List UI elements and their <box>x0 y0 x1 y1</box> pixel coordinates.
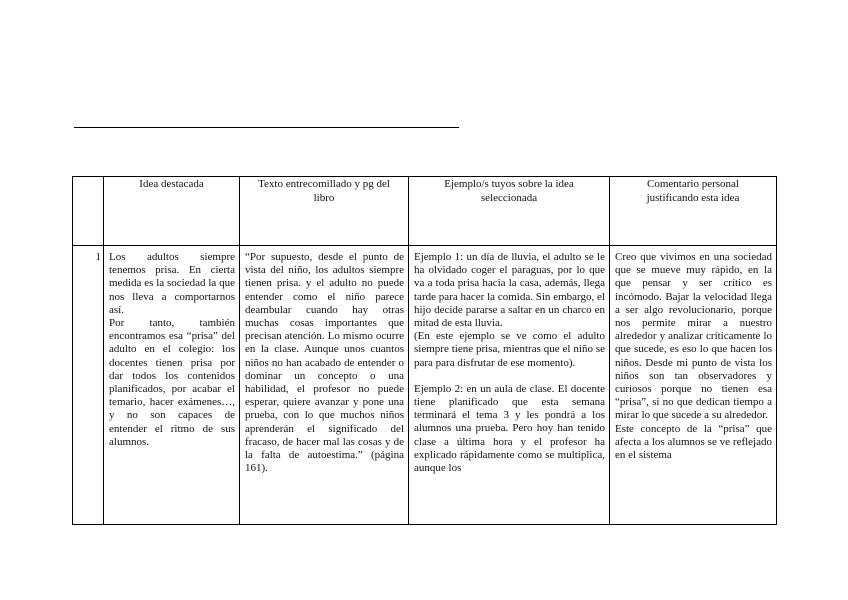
row-number: 1 <box>95 251 101 263</box>
comment-cell <box>610 246 777 525</box>
example-paragraph: (En este ejemplo se ve como el adulto siempre tiene prisa, mientras que el niño se para para disfrutar de ese momento). <box>414 330 605 369</box>
example-paragraph: Ejemplo 2: en un aula de clase. El docente tiene planificado que esta semana terminará el tema 3 y les pondrá a los alumnos una prueba. Pero hoy han tenido clase a última hora y el profesor ha explicado rápidamente como se multiplica, aunque los <box>414 382 605 475</box>
header-quote <box>240 177 409 246</box>
table-row <box>73 246 777 525</box>
comment-paragraph: Creo que vivimos en una sociedad que se mueve muy rápido, en la que pensar y ser crítico es incómodo. Bajar la velocidad llega a ser algo revolucionario, porque nos permite mirar a nuestro alrededor y analizar críticamente lo que sucede, es eso lo que hacen los niños. Desde mi punto de vista los niños son tan observadores y curiosos porque no tienen esa “prisa”, si no que dedican tiempo a mirar lo que sucede a su alrededor. <box>615 251 772 422</box>
header-examples <box>409 177 610 246</box>
idea-paragraph: Por tanto, también encontramos esa “prisa” del adulto en el colegio: los docentes tienen prisa por dar todos los contenidos planificados, por acabar el temario, hacer exámenes…, y no son capaces de entender el ritmo de sus alumnos. <box>109 317 235 448</box>
header-comment-label: Comentario personal justificando esta idea <box>646 178 740 204</box>
reading-analysis-table <box>72 176 777 525</box>
header-examples-label: Ejemplo/s tuyos sobre la idea seleccionada <box>444 178 574 204</box>
examples-cell <box>409 246 610 525</box>
header-row <box>73 177 777 246</box>
header-idea-label: Idea destacada <box>139 178 204 190</box>
quote-cell <box>240 246 409 525</box>
idea-paragraph: Los adultos siempre tenemos prisa. En cierta medida es la sociedad la que nos lleva a comportarnos así. <box>109 251 235 316</box>
idea-cell <box>104 246 240 525</box>
header-number-cell <box>73 177 104 246</box>
example-paragraph: Ejemplo 1: un día de lluvia, el adulto se le ha olvidado coger el paraguas, por lo que va a toda prisa hacia la casa, además, llega tarde para hacer la comida. Sin embargo, el hijo decide pararse a saltar en un charco en mitad de esta lluvia. <box>414 251 605 330</box>
header-quote-label: Texto entrecomillado y pg del libro <box>258 178 390 204</box>
comment-paragraph: Este concepto de la “prisa” que afecta a los alumnos se ve reflejado en el sistema <box>615 422 772 462</box>
header-comment <box>610 177 777 246</box>
row-number-cell <box>73 246 104 525</box>
header-idea <box>104 177 240 246</box>
quote-paragraph: “Por supuesto, desde el punto de vista del niño, los adultos siempre tienen prisa. y el adulto no puede entender como el niño parece deambular cuando hay otras muchas cosas importantes que precisan atención. Lo mismo ocurre en la clase. Aunque unos cuantos niños no han acabado de entender o dominar un concepto o una habilidad, el profesor no puede esperar, quiere avanzar y pone una prueba, con lo que muchos niños aprenderán el significado del fracaso, de hacer mal las cosas y de la falta de autoestima.” (página 161). <box>245 251 404 475</box>
horizontal-rule <box>74 127 459 128</box>
